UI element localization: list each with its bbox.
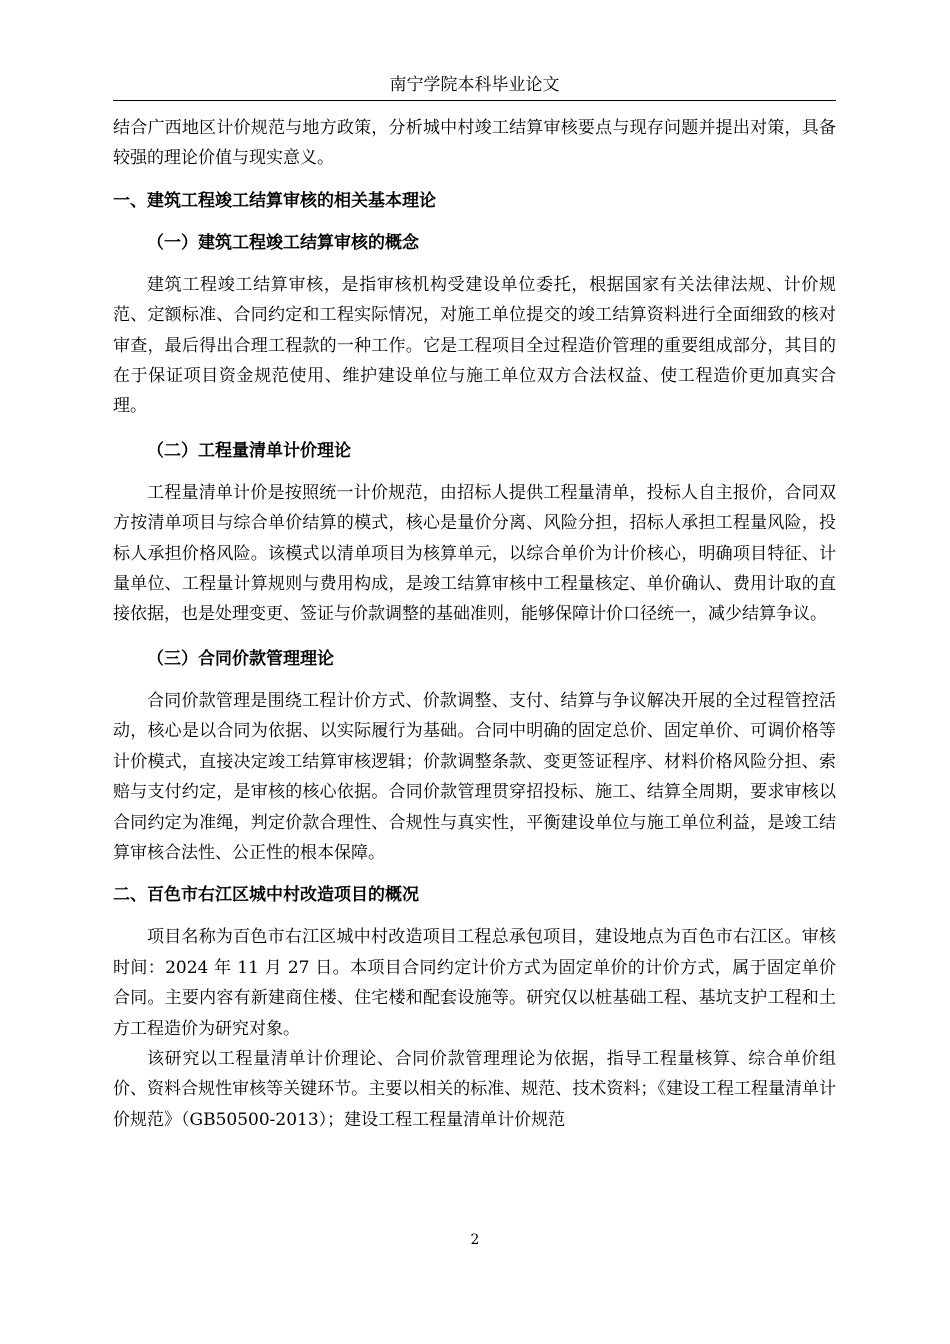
paragraph-project-overview: 项目名称为百色市右江区城中村改造项目工程总承包项目，建设地点为百色市右江区。审核时间：2024 年 11 月 27 日。本项目合同约定计价方式为固定单价的计价方式，属于固定单价合同。主要内容有新建商住楼、住宅楼和配套设施等。研究仅以桩基础工程、基坑支护工程和土方工程造价为研究对象。 xyxy=(113,927,836,1039)
subsection-heading-1-2: （二）工程量清单计价理论 xyxy=(147,440,351,461)
paragraph-bill-of-quantities-theory: 工程量清单计价是按照统一计价规范，由招标人提供工程量清单，投标人自主报价，合同双方按清单项目与综合单价结算的模式，核心是量价分离、风险分担，招标人承担工程量风险，投标人承担价格风险。该模式以清单项目为核算单元，以综合单价为计价核心，明确项目特征、计量单位、工程量计算规则与费用构成，是竣工结算审核中工程量核定、单价确认、费用计取的直接依据，也是处理变更、签证与价款调整的基础准则，能够保障计价口径统一，减少结算争议。 xyxy=(113,482,836,625)
subsection-heading-1-3: （三）合同价款管理理论 xyxy=(147,648,334,669)
paragraph-settlement-audit-concept: 建筑工程竣工结算审核，是指审核机构受建设单位委托，根据国家有关法律法规、计价规范、定额标准、合同约定和工程实际情况，对施工单位提交的竣工结算资料进行全面细致的核对审查，最后得出合理工程款的一种工作。它是工程项目全过程造价管理的重要组成部分，其目的在于保证项目资金规范使用、维护建设单位与施工单位双方合法权益、使工程造价更加真实合理。 xyxy=(113,274,836,417)
paragraph-research-basis: 该研究以工程量清单计价理论、合同价款管理理论为依据，指导工程量核算、综合单价组价、资料合规性审核等关键环节。主要以相关的标准、规范、技术资料；《建设工程工程量清单计价规范》（GB50500-2013）；建设工程工程量清单计价规范 xyxy=(113,1048,836,1130)
section-heading-1: 一、建筑工程竣工结算审核的相关基本理论 xyxy=(113,190,436,211)
running-header: 南宁学院本科毕业论文 xyxy=(389,75,560,95)
subsection-heading-1-1: （一）建筑工程竣工结算审核的概念 xyxy=(147,232,419,253)
header-rule xyxy=(113,100,836,101)
page-number: 2 xyxy=(470,1232,480,1248)
paragraph-contract-price-management: 合同价款管理是围绕工程计价方式、价款调整、支付、结算与争议解决开展的全过程管控活动，核心是以合同为依据、以实际履行为基础。合同中明确的固定总价、固定单价、可调价格等计价模式，直接决定竣工结算审核逻辑；价款调整条款、变更签证程序、材料价格风险分担、索赔与支付约定，是审核的核心依据。合同价款管理贯穿招投标、施工、结算全周期，要求审核以合同约定为准绳，判定价款合理性、合规性与真实性，平衡建设单位与施工单位利益，是竣工结算审核合法性、公正性的根本保障。 xyxy=(113,690,836,863)
section-heading-2: 二、百色市右江区城中村改造项目的概况 xyxy=(113,885,419,906)
paragraph-intro-continuation: 结合广西地区计价规范与地方政策，分析城中村竣工结算审核要点与现存问题并提出对策，具备较强的理论价值与现实意义。 xyxy=(113,118,836,169)
page-body xyxy=(113,113,836,1135)
